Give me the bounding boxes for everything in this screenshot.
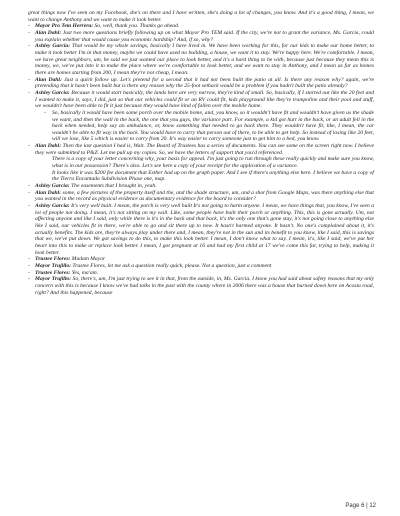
bullet-icon: - [28, 256, 30, 263]
speaker-name: Alan Dahl: [35, 76, 62, 83]
speech-text: Trustee Flores, let me ask a question really quick, please. Not a question, just a comment [72, 262, 272, 269]
speaker-name: Trustee Flores: [35, 269, 71, 276]
speaker-name: Alan Dahl: [35, 189, 62, 196]
bullet-icon: - [28, 43, 30, 50]
transcript-entry [28, 183, 374, 190]
speech-text: Just two more questions briefly following up on what Mayor Pro TEM said. If the city, we're not to grant the variance, Ms. Garcia, could you explain whether that would cause you economic hardship? And, if so, why? [35, 29, 374, 43]
bullet-icon: - [28, 262, 30, 269]
bullet-icon: - [28, 269, 30, 276]
transcript-entry [28, 90, 374, 110]
transcript-entry [28, 23, 374, 30]
speaker-name: Mayor Trujillo: [35, 262, 71, 269]
speech-text: Just a quick follow up. Let's pretend for a second that it had not been built the patio at all. Is there any reason why? again, we're pretending that it hasn't been built but is there any reason why the 25-foot setback would be a problem if you hadn't built the patio already? [35, 76, 374, 90]
speech-text: So, basically it would have been some porch over the mobile home, and, you know, so it wouldn't have fit and wouldn't have given us the shade we want, and then the wall in the back, the one that you guys, the variance part. For example, a kid got hurt in the back, or an adult fell in the back when needed, help say an ambulance, or, know something that needed to go back there. They wouldn't have fit, like, I mean, the car wouldn't be able to fit way in the back. You would have to carry that person out of there, to be able to get help. So instead of losing like 20 feet, will we lose, like 5 which is easier to carry from 20. It's way easier to carry someone just to get him to a bed, you know. [52, 109, 374, 143]
bullet-icon: - [44, 109, 46, 116]
transcript-paragraph [28, 10, 374, 23]
bullet-icon: - [28, 76, 30, 83]
speech-text: Because it would start basically, the lands here are very narrow, they're kind of small. So, basically, if I started out like the 20 feet and I wanted to make it, says, I did, just so that our vehicles could fit or an RV could fit, kids playground like they're trampoline and their pool and stuff, we wouldn't have been able to fit it just because they would have kind of fallen over the mobile home. [35, 89, 375, 110]
speech-text: It's very well built. I mean, the porch is very well built It's not going to harm anyone. I mean, we have things that, you know, I've seen a lot of people not doing. I mean, it's not sitting on my wall. Like, some people have built their porch or anything. This, this is gone actually. Um, not affecting anyone and like I said, only while there is it's in the back and that back, it's the only one that's gone stay, it's not going close to anything else like I said, our vehicles fit in there, we're able to go and sit there up to now. It hasn't harmed anyone. It hasn't. No one's complained about it, it's actually benefits. The kids are, they're always play under there and, I mean, they're not in the sun and its benefit to you know, like I said, this is savings that we, we've put down. We got savings to do this, to make this look better. I mean, I don't know what to say. I mean, it's, like I said, we've put her heart into this to make or replace look better. I mean, I got pregnant at 16 and had my first child at 17 we've come this far, trying to help, making it look better. [35, 203, 374, 256]
speaker-name: Trustee Flores: [35, 256, 71, 263]
transcript-entry [28, 203, 374, 256]
speaker-name: Alan Dahl: [35, 29, 62, 36]
bullet-icon: - [28, 189, 30, 196]
transcript-entry [28, 276, 374, 296]
transcript-entry [28, 43, 374, 76]
bullet-icon: - [28, 89, 30, 96]
speaker-name: Mayor Pro Tem Herrera: [35, 23, 94, 30]
speech-text: It looks like it was $200 fee document that Esther had up on the graph paper. And I see if there's anything else here. I believe we have a copy of the Tierra Encantada Subdivision Phase one, map. [52, 169, 374, 183]
speaker-name: Ashley Garcia: [35, 89, 70, 96]
transcript-entry [28, 77, 374, 90]
speech-text: The easements that I brought in, yeah. [71, 183, 157, 190]
speech-text: That would be my whole savings, basically I have lived in. We have been working for this, for our kids to make our home better, to make it look better I'm in that money, maybe we could have used no building, a house, we want it to stay. We're happy here. We're comfortable. I mean, we have great neighbors, um, he said we just wanted our place to look better, and it's a hard thing to be with, because just because they mean this is money, we, we've put into it to make the place where we're comfortable to look better, and we want to stay in Anthony, and I mean as far as homes there are homes starting from 200, I mean they're not cheap, I mean. [35, 43, 374, 76]
transcript-entry [28, 30, 374, 43]
transcript-paragraph [28, 156, 374, 169]
speaker-name: Ashley Garcia: [35, 43, 71, 50]
bullet-icon: - [28, 29, 30, 36]
speaker-name: Ashley Garcia: [35, 203, 70, 210]
speech-text: great things now I've seen on my Facebook, she's on there and I have written, she's doing a lot of changes, you know. And it's a good thing, I mean, we want to change Anthony and we want to make it look better. [28, 10, 374, 23]
speaker-name: Ashley Garcia: [35, 183, 70, 190]
speech-text: Yes, ma'am. [71, 269, 99, 276]
transcript-paragraph [28, 110, 374, 143]
transcript-entry [28, 190, 374, 203]
speech-text: Then the last question I had is, Wait. The Board of Trustees has a series of documents. You can see some on the screen right now. I believe they were submitted to P&Z. Let me pull up my copies. So, we have the letters of support that you'd referenced. [35, 143, 374, 156]
transcript-paragraph [28, 170, 374, 183]
speech-text: There is a copy of your letter concerning why, your basis for appeal. I'm just going to run through these really quickly and make sure you know, what is in our possession? There's also. Let's see here a copy of your receipt for the application of a variance. [52, 156, 374, 170]
transcript-body [28, 10, 374, 296]
speech-text: Madam Mayor [71, 256, 106, 263]
speaker-name: Mayor Trujillo: [35, 276, 72, 283]
page-number: Page 6 | 12 [345, 503, 376, 509]
speech-text: So, there's, um, I'm just trying to see it in that, from the outside, in, Ms. Garcia. I know you had said about safety reasons that my only concern with this is because I know we've had talks in the past with the county where in 2006 there was a house that burned down here on Acosta road, right? And this happened, because [35, 276, 375, 296]
transcript-entry [28, 256, 374, 263]
speech-text: some, a few pictures of the property itself and the, and the shade structure, um, and a shot from Google Maps, was there anything else that you wanted in the record as physical evidence as documentary evidence for the board to consider? [35, 189, 374, 203]
bullet-icon: - [28, 203, 30, 210]
bullet-icon: - [28, 276, 30, 283]
speaker-name: Alan Dahl: [35, 143, 62, 150]
bullet-icon: - [28, 23, 30, 30]
bullet-icon: - [28, 143, 30, 150]
speech-text: So, well, thank you. Thanks go ahead. [94, 23, 180, 30]
transcript-entry [28, 263, 374, 270]
transcript-entry [28, 143, 374, 156]
bullet-icon: - [28, 183, 30, 190]
